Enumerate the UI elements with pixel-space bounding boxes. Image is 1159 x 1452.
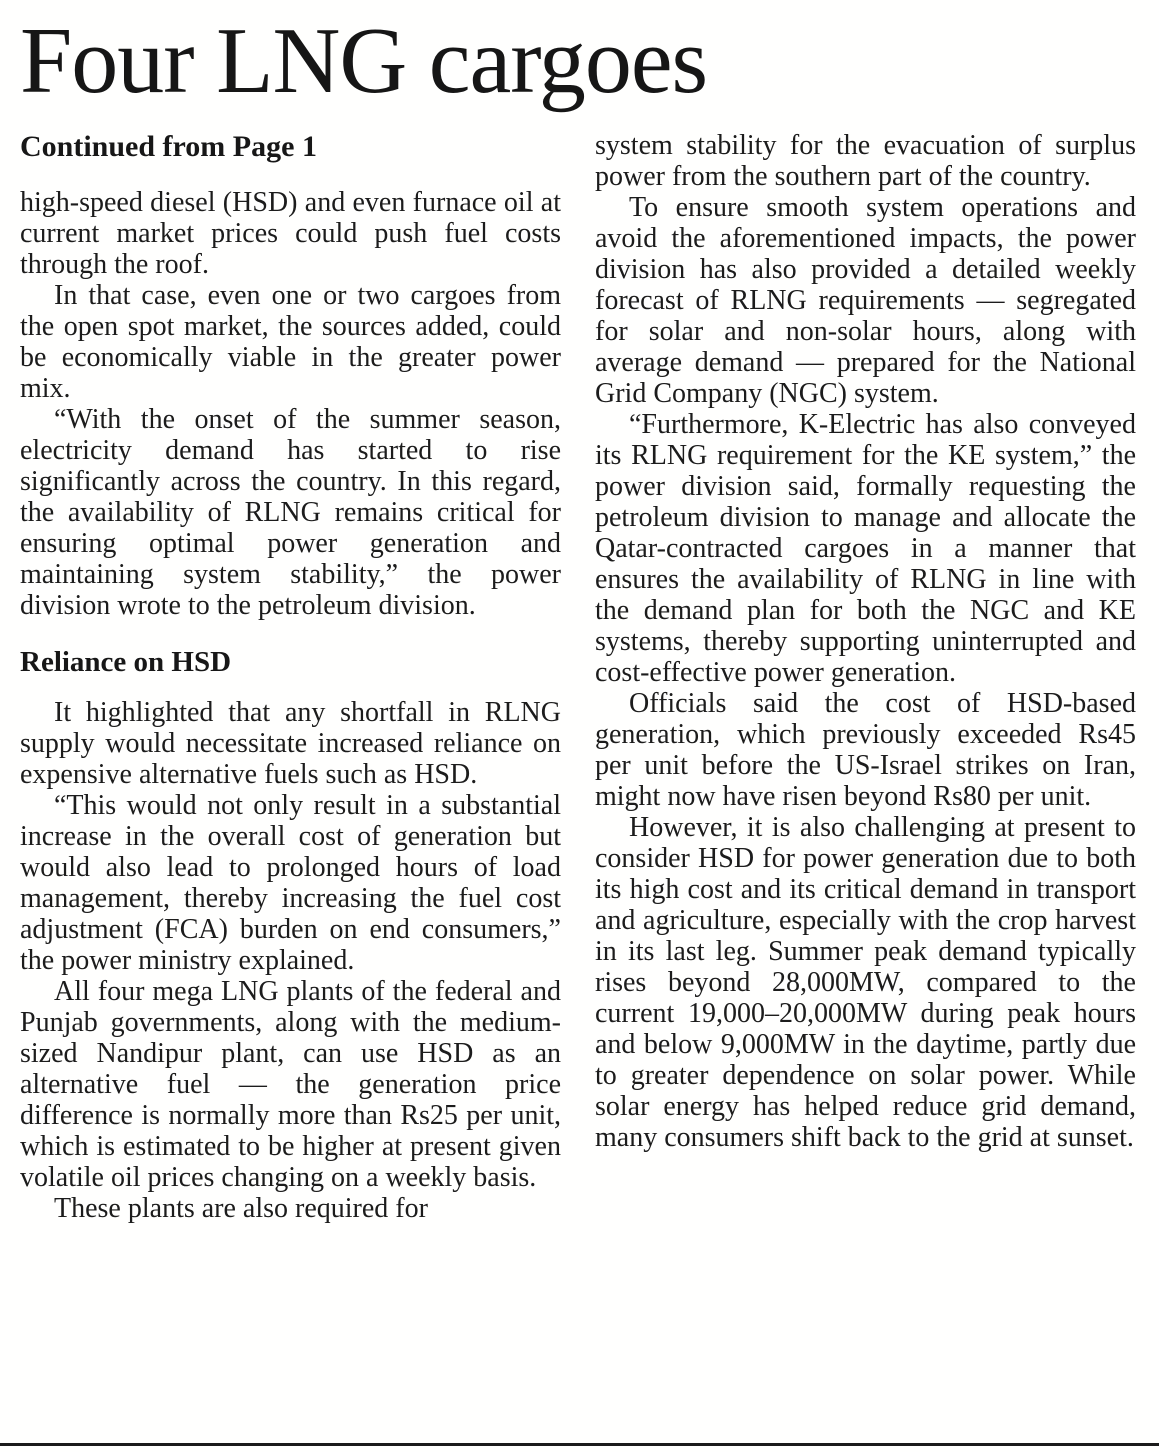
article-paragraph: These plants are also required for: [54, 1192, 428, 1224]
bottom-divider: [0, 1443, 1159, 1446]
article-headline: Four LNG cargoes: [20, 9, 708, 113]
article-paragraph: To ensure smooth system operations and avoid the aforementioned impacts, the power division has also provided a detailed weekly forecast of RLNG requirements — segregated for solar and non-solar hours, along with average demand — prepared for the National Grid Company (NGC) system.: [595, 192, 1136, 409]
article-paragraph: system stability for the evacuation of surplus power from the southern part of the country.: [595, 130, 1136, 192]
article-paragraph: “This would not only result in a substantial increase in the overall cost of generation but would also lead to prolonged hours of load management, thereby increasing the fuel cost adjustment (FCA) burden on end consumers,” the power ministry explained.: [20, 789, 561, 976]
left-column: [20, 130, 561, 1224]
article-columns: [20, 130, 1135, 1224]
article-paragraph: However, it is also challenging at present to consider HSD for power generation due to both its high cost and its critical demand in transport and agriculture, especially with the crop harvest in its last leg. Summer peak demand typically rises beyond 28,000MW, compared to the current 19,000–20,000MW during peak hours and below 9,000MW in the daytime, partly due to greater dependence on solar power. While solar energy has helped reduce grid demand, many consumers shift back to the grid at sunset.: [595, 812, 1136, 1153]
right-column: [595, 130, 1136, 1224]
article-paragraph: It highlighted that any shortfall in RLNG supply would necessitate increased reliance on expensive alternative fuels such as HSD.: [20, 696, 561, 790]
section-subhead: Reliance on HSD: [20, 646, 232, 678]
article-paragraph: Officials said the cost of HSD-based generation, which previously exceeded Rs45 per unit before the US-Israel strikes on Iran, might now have risen beyond Rs80 per unit.: [595, 688, 1136, 812]
article-paragraph: All four mega LNG plants of the federal and Punjab governments, along with the medium-sized Nandipur plant, can use HSD as an alternative fuel — the generation price difference is normally more than Rs25 per unit, which is estimated to be higher at present given volatile oil prices changing on a weekly basis.: [20, 975, 561, 1193]
continued-from-note: Continued from Page 1: [20, 130, 317, 163]
article-paragraph: high-speed diesel (HSD) and even furnace oil at current market prices could push fuel costs through the roof.: [20, 187, 561, 280]
article-paragraph: “Furthermore, K-Electric has also conveyed its RLNG requirement for the KE system,” the power division said, formally requesting the petroleum division to manage and allocate the Qatar-contracted cargoes in a manner that ensures the availability of RLNG in line with the demand plan for both the NGC and KE systems, thereby supporting uninterrupted and cost-effective power generation.: [595, 409, 1136, 688]
article-paragraph: “With the onset of the summer season, electricity demand has started to rise significantly across the country. In this regard, the availability of RLNG remains critical for ensuring optimal power generation and maintaining system stability,” the power division wrote to the petroleum division.: [20, 404, 561, 621]
article-paragraph: In that case, even one or two cargoes from the open spot market, the sources added, could be economically viable in the greater power mix.: [20, 280, 561, 404]
